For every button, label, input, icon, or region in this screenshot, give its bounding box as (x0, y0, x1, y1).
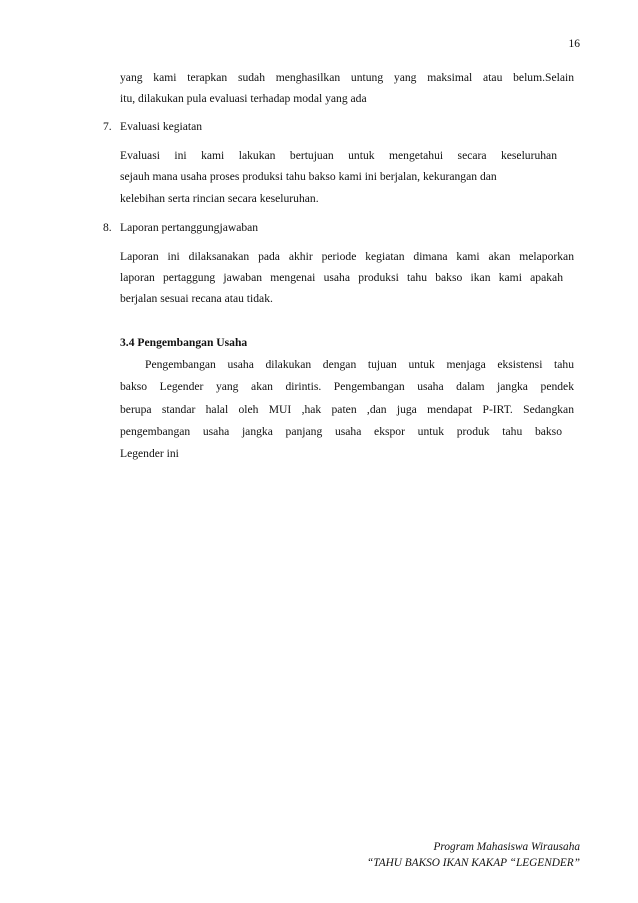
section-heading: 3.4 Pengembangan Usaha (120, 336, 248, 349)
intro-line-2: itu, dilakukan pula evaluasi terhadap modal yang ada (120, 92, 367, 105)
list-item-line: kelebihan serta rincian secara keseluruhan. (120, 192, 319, 205)
list-item-line: Evaluasi ini kami lakukan bertujuan untuk mengetahui secara keseluruhan (120, 149, 557, 162)
footer-title: “TAHU BAKSO IKAN KAKAP “LEGENDER” (367, 857, 580, 869)
list-item-line: berjalan sesuai recana atau tidak. (120, 292, 273, 305)
list-item-line: sejauh mana usaha proses produksi tahu bakso kami ini berjalan, kekurangan dan (120, 170, 497, 183)
list-item-number: 8. (103, 221, 112, 234)
section-line: berupa standar halal oleh MUI ,hak paten ,dan juga mendapat P-IRT. Sedangkan (120, 403, 574, 416)
section-line: pengembangan usaha jangka panjang usaha ekspor untuk produk tahu bakso (120, 425, 562, 438)
section-line: Legender ini (120, 447, 179, 460)
section-line: Pengembangan usaha dilakukan dengan tujuan untuk menjaga eksistensi tahu (145, 358, 574, 371)
footer-program: Program Mahasiswa Wirausaha (433, 841, 580, 853)
intro-line-1: yang kami terapkan sudah menghasilkan untung yang maksimal atau belum.Selain (120, 71, 574, 84)
list-item-title: Laporan pertanggungjawaban (120, 221, 259, 234)
list-item-line: laporan pertaggung jawaban mengenai usaha produksi tahu bakso ikan kami apakah (120, 271, 563, 284)
list-item-line: Laporan ini dilaksanakan pada akhir periode kegiatan dimana kami akan melaporkan (120, 250, 574, 263)
list-item-title: Evaluasi kegiatan (120, 120, 203, 133)
page-number: 16 (568, 38, 580, 50)
list-item-number: 7. (103, 120, 112, 133)
section-line: bakso Legender yang akan dirintis. Pengembangan usaha dalam jangka pendek (120, 380, 574, 393)
